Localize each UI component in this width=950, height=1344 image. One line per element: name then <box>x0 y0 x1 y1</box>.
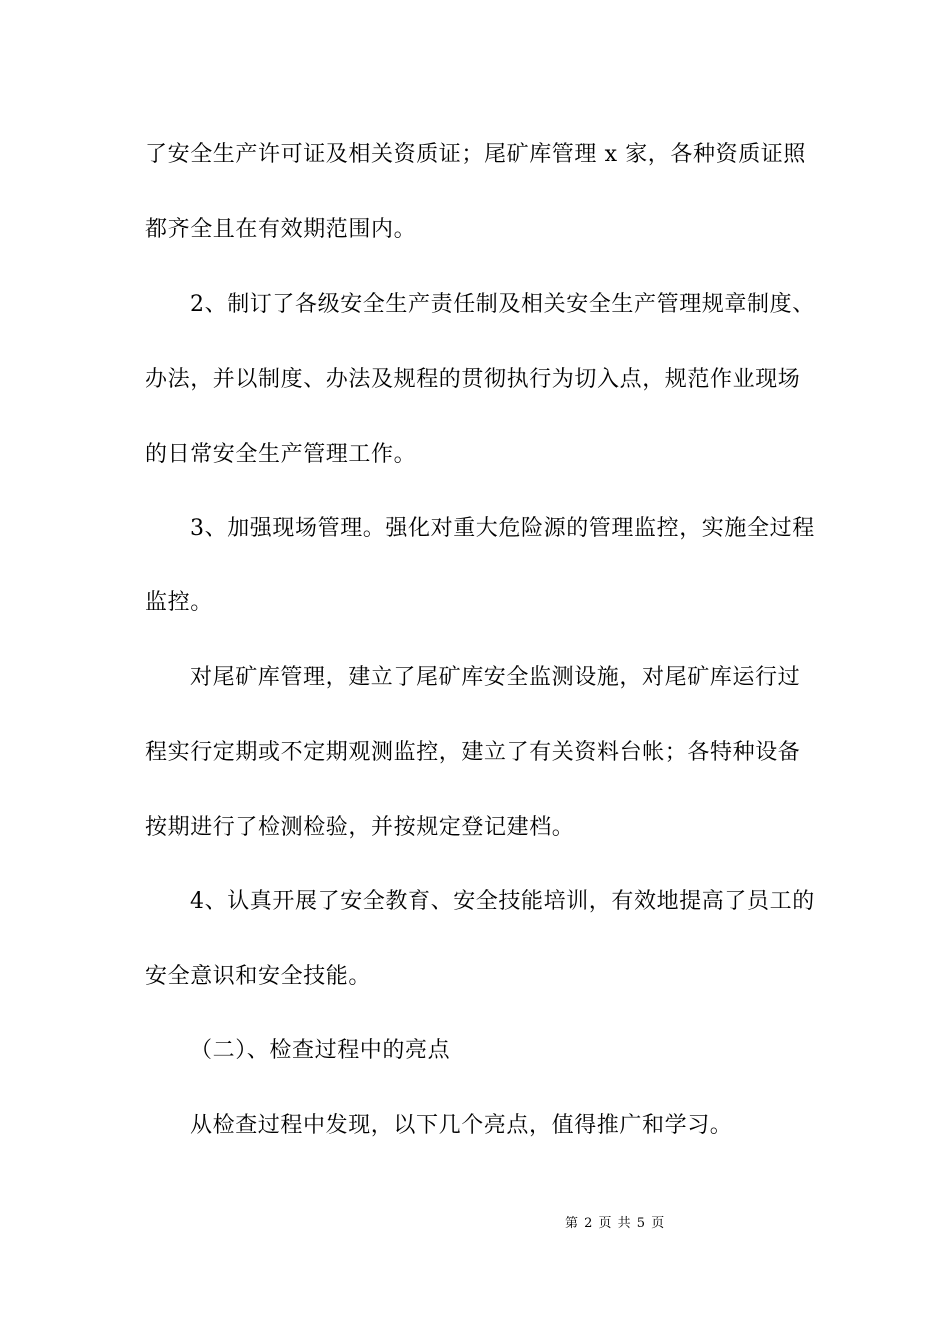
paragraph-item-4: 4、认真开展了安全教育、安全技能培训，有效地提高了员工的 <box>190 889 815 914</box>
body-line: 都齐全且在有效期范围内。 <box>145 217 417 242</box>
body-line: 程实行定期或不定期观测监控，建立了有关资料台帐；各特种设备 <box>145 740 801 765</box>
body-line: 了安全生产许可证及相关资质证；尾矿库管理 x 家，各种资质证照 <box>145 142 806 167</box>
body-line: 安全意识和安全技能。 <box>145 964 372 989</box>
body-line: 的日常安全生产管理工作。 <box>145 442 417 467</box>
paragraph-tailings: 对尾矿库管理，建立了尾矿库安全监测设施，对尾矿库运行过 <box>190 665 801 690</box>
body-line: 办法，并以制度、办法及规程的贯彻执行为切入点，规范作业现场 <box>145 367 801 392</box>
paragraph-item-3: 3、加强现场管理。强化对重大危险源的管理监控，实施全过程 <box>190 516 815 541</box>
paragraph-item-2: 2、制订了各级安全生产责任制及相关安全生产管理规章制度、 <box>190 292 815 317</box>
section-heading: （二）、检查过程中的亮点 <box>190 1038 451 1063</box>
body-line: 按期进行了检测检验，并按规定登记建档。 <box>145 815 575 840</box>
paragraph-highlights: 从检查过程中发现，以下几个亮点，值得推广和学习。 <box>190 1113 733 1138</box>
body-line: 监控。 <box>145 590 213 615</box>
page-number-footer: 第 2 页 共 5 页 <box>565 1216 666 1231</box>
